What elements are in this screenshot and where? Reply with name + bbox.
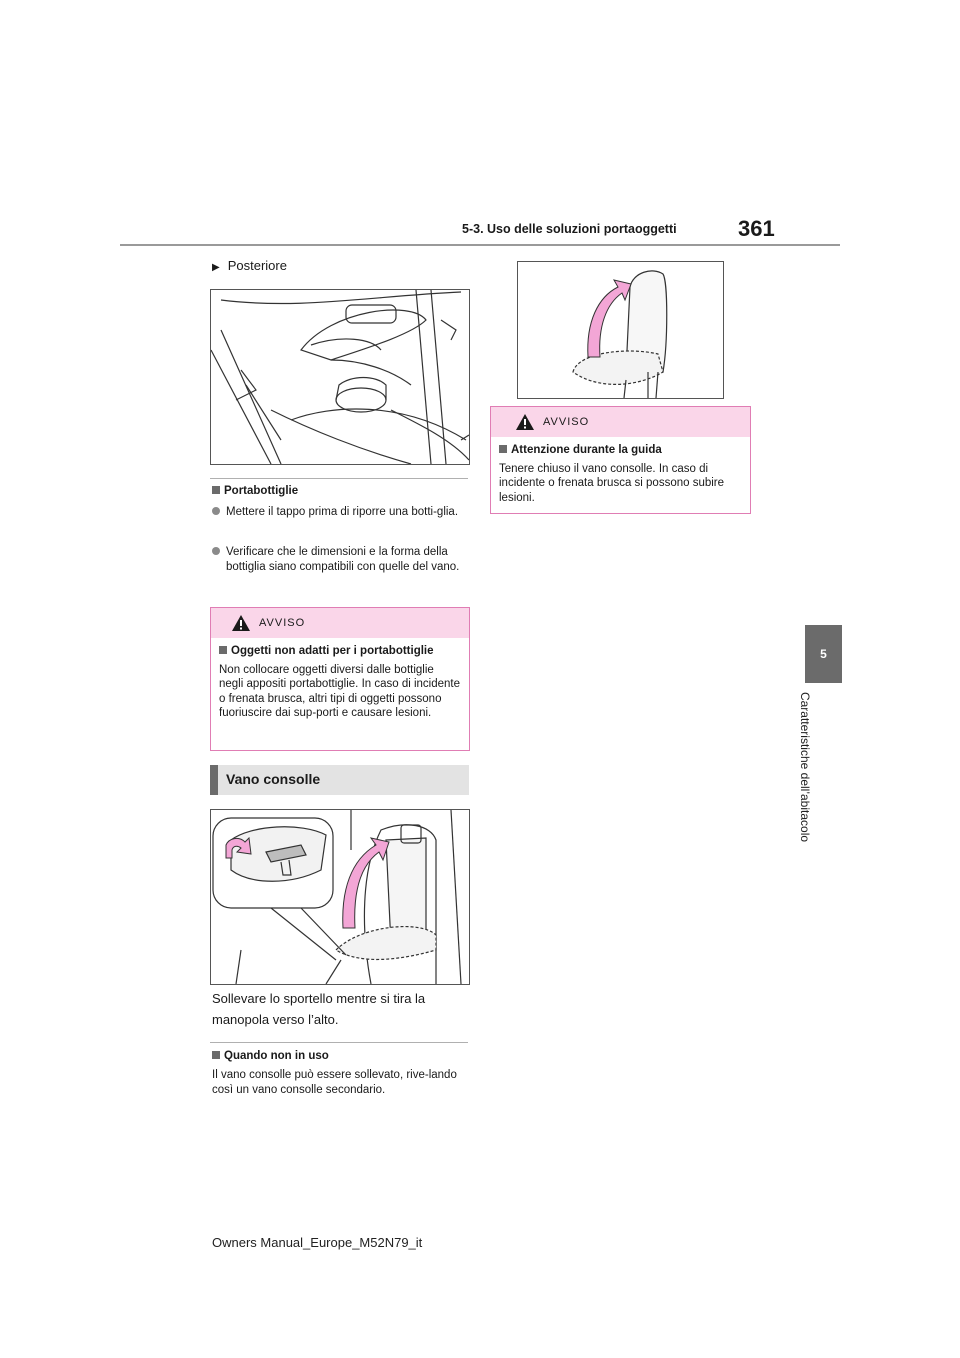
circle-bullet-icon <box>212 507 220 515</box>
warning-title-text: Oggetti non adatti per i portabottiglie <box>231 645 434 657</box>
bullet-text: Mettere il tappo prima di riporre una botti-glia. <box>226 506 459 518</box>
section-banner <box>210 765 469 795</box>
square-bullet-icon <box>499 445 507 453</box>
warning-body <box>491 437 750 511</box>
header-divider <box>120 244 840 246</box>
warning-title <box>219 644 461 659</box>
square-bullet-icon <box>212 486 220 494</box>
warning-triangle-icon <box>515 413 535 431</box>
warning-triangle-icon <box>231 614 251 632</box>
warning-text: Non collocare oggetti diversi dalle bottiglie negli appositi portabottiglie. In caso di incidente o frenata brusca, altri tipi di oggetti possono fuoriuscire dai sup-porti e causare lesioni. <box>219 663 461 719</box>
quando-heading <box>212 1050 329 1062</box>
warning-text: Tenere chiuso il vano consolle. In caso di incidente o frenata brusca si possono subire lesioni. <box>499 462 725 504</box>
warning-title <box>499 443 742 458</box>
square-bullet-icon <box>219 646 227 654</box>
section-banner-title: Vano consolle <box>226 771 321 787</box>
chapter-title: Caratteristiche dell’abitacolo <box>798 691 812 843</box>
figure-caption: Sollevare lo sportello mentre si tira la manopola verso l’alto. <box>212 991 426 1027</box>
circle-bullet-icon <box>212 547 220 555</box>
warning-header <box>211 608 469 638</box>
page-number: 361 <box>738 216 775 241</box>
bullet-text: Verificare che le dimensioni e la forma della bottiglia siano compatibili con quelle del vano. <box>226 546 460 573</box>
quando-text: Il vano consolle può essere sollevato, rive-lando così un vano consolle secondario. <box>212 1069 457 1096</box>
triangle-bullet-icon: ▶ <box>212 262 220 273</box>
portabottiglie-heading <box>212 485 298 497</box>
warning-header <box>491 407 750 437</box>
warning-title-text: Attenzione durante la guida <box>511 444 662 456</box>
list-item <box>212 545 462 575</box>
subheading-posteriore <box>212 258 287 273</box>
section-divider <box>210 478 468 479</box>
lid-illustration-svg <box>518 262 723 398</box>
quando-title: Quando non in uso <box>224 1050 329 1062</box>
warning-box-bottles <box>210 607 470 751</box>
chapter-tab: 5 <box>805 625 842 683</box>
warning-box-driving <box>490 406 751 514</box>
warning-body <box>211 638 469 727</box>
list-item <box>212 505 462 520</box>
console-box-illustration <box>210 809 470 985</box>
door-illustration-svg <box>211 290 469 464</box>
subheading-text: Posteriore <box>227 258 287 273</box>
section-divider <box>210 1042 468 1043</box>
warning-label: AVVISO <box>543 416 590 428</box>
portabottiglie-title: Portabottiglie <box>224 485 299 497</box>
section-header: 5-3. Uso delle soluzioni portaoggetti <box>462 222 677 236</box>
footer-doc-id: Owners Manual_Europe_M52N79_it <box>212 1235 423 1250</box>
open-console-lid-illustration <box>517 261 724 399</box>
square-bullet-icon <box>212 1051 220 1059</box>
warning-label: AVVISO <box>259 617 306 629</box>
rear-bottle-holder-illustration <box>210 289 470 465</box>
console-illustration-svg <box>211 810 469 984</box>
